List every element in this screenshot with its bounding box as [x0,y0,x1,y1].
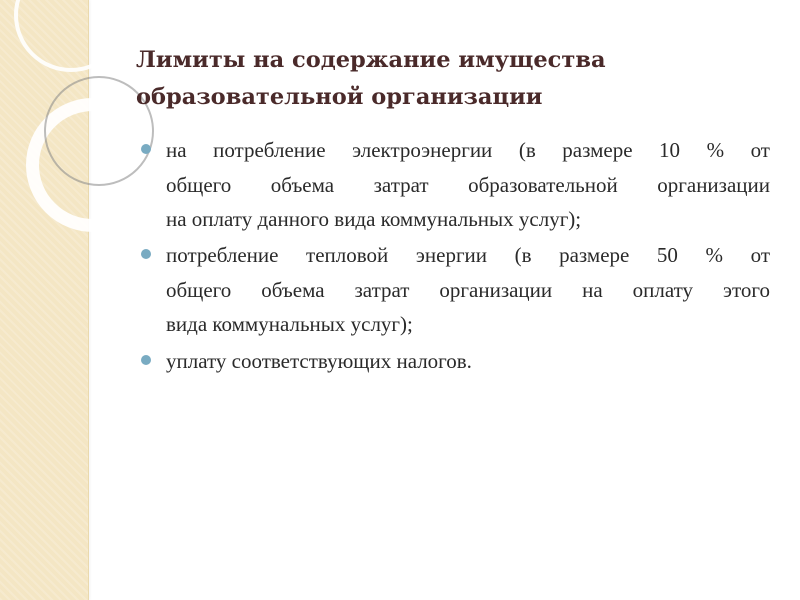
decorative-side-panel [0,0,89,600]
bullet-dot-icon [141,144,151,154]
bullet-item-heat [166,238,770,342]
slide-title [136,42,766,116]
bullet-dot-icon [141,249,151,259]
bullet-line: потребление тепловой энергии (в размере 50 % от [166,243,770,268]
slide-title-line: Лимиты на содержание имущества [136,47,606,73]
bullet-line: вида коммунальных услуг); [166,312,413,337]
bullet-list [166,133,770,380]
bullet-line: общего объема затрат образовательной организации [166,172,770,197]
slide-title-line: образовательной организации [136,84,543,110]
bullet-line: общего объема затрат организации на оплату этого [166,277,770,302]
bullet-dot-icon [141,355,151,365]
decorative-ring-top [14,0,128,72]
bullet-line: на потребление электроэнергии (в размере 10 % от [166,138,770,162]
bullet-line: на оплату данного вида коммунальных услуг); [166,207,582,232]
bullet-item-electricity [166,133,770,237]
bullet-item-taxes [166,344,770,379]
bullet-line: уплату соответствующих налогов. [166,348,472,373]
